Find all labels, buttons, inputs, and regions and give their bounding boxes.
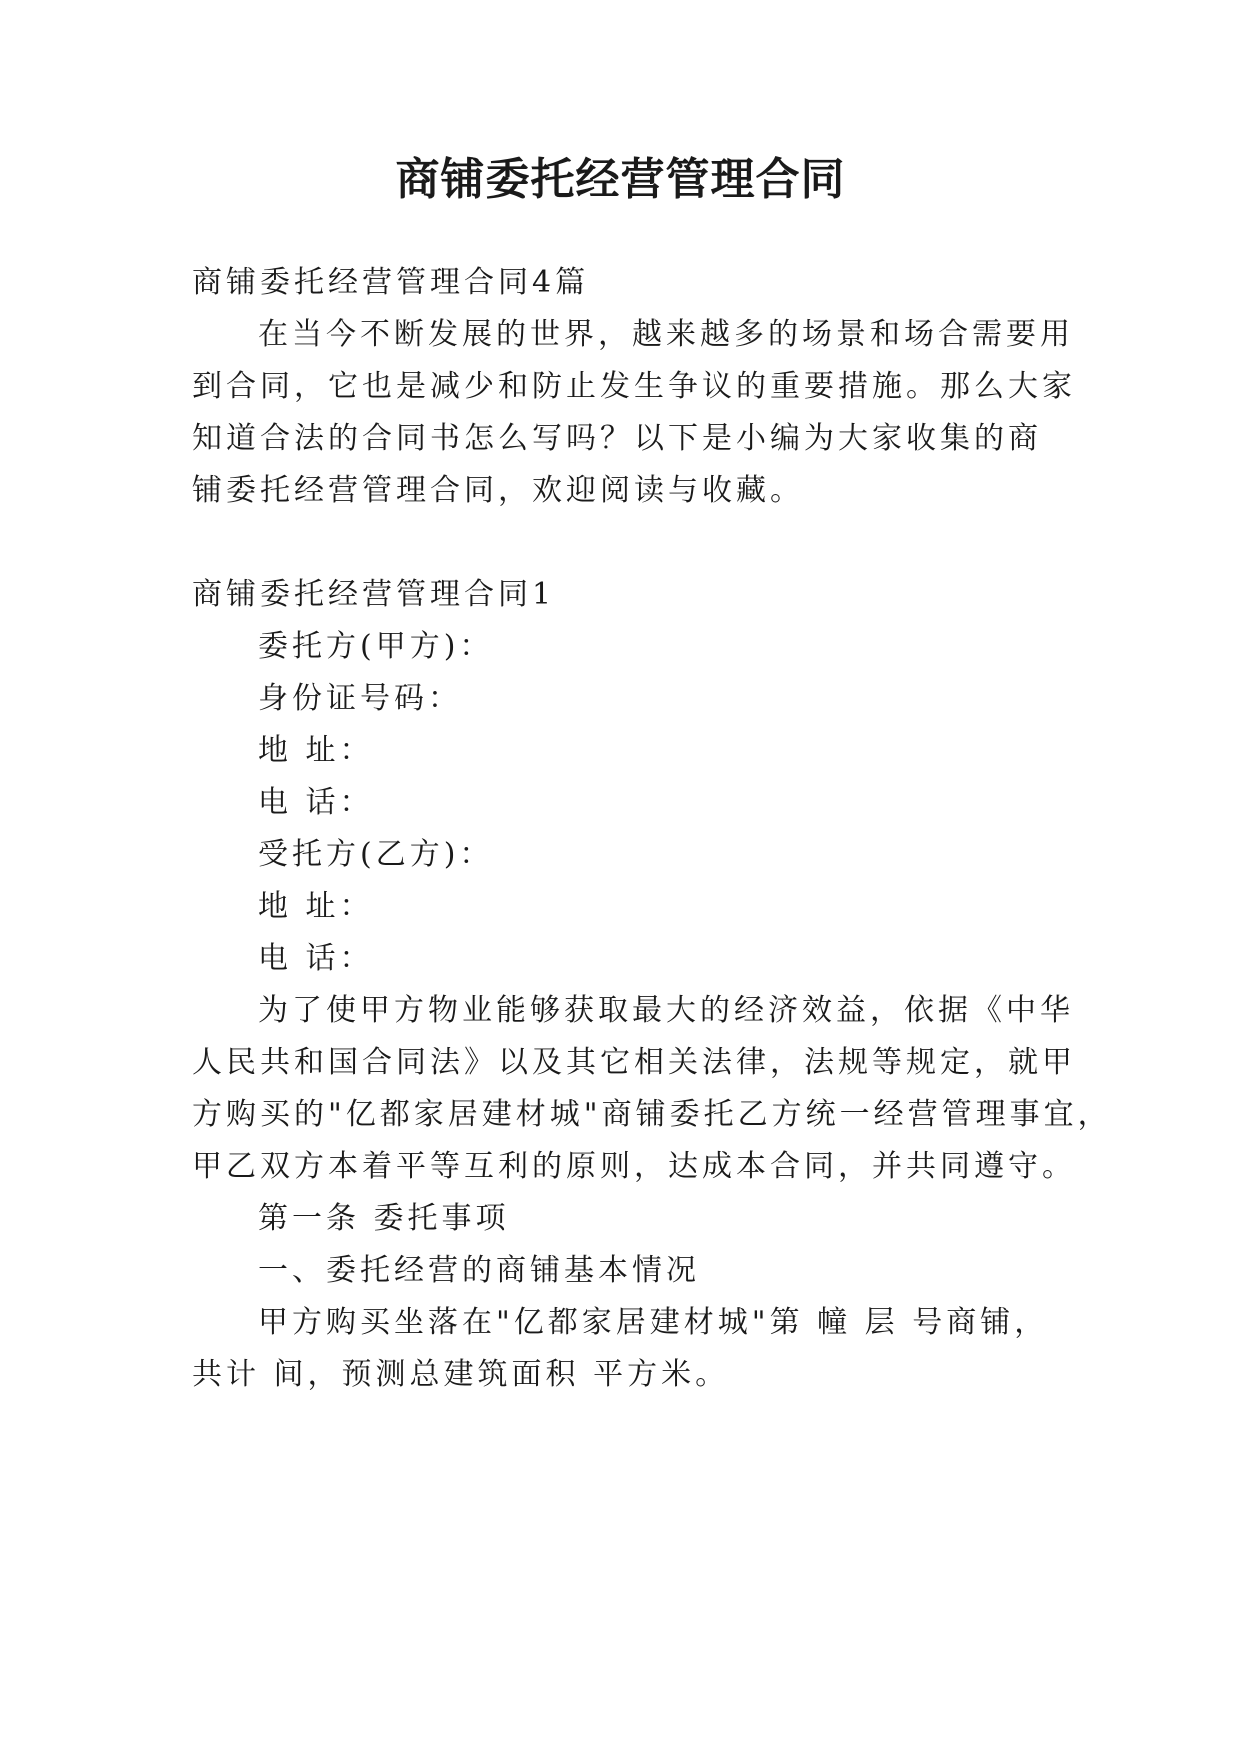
purpose-line-4: 甲乙双方本着平等互利的原则，达成本合同，并共同遵守。 bbox=[192, 1149, 1076, 1184]
party-b-address-label: 地 址： bbox=[258, 889, 374, 924]
article-one-heading: 第一条 委托事项 bbox=[258, 1201, 510, 1236]
party-b-phone-label: 电 话： bbox=[258, 941, 374, 976]
party-b-label: 受托方(乙方)： bbox=[258, 837, 494, 872]
purpose-line-3: 方购买的"亿都家居建材城"商铺委托乙方统一经营管理事宜， bbox=[192, 1097, 1112, 1132]
party-a-address-label: 地 址： bbox=[258, 733, 374, 768]
intro-line-1: 在当今不断发展的世界，越来越多的场景和场合需要用 bbox=[258, 317, 1074, 352]
shop-line-2: 共计 间，预测总建筑面积 平方米。 bbox=[192, 1357, 730, 1392]
purpose-line-2: 人民共和国合同法》以及其它相关法律，法规等规定，就甲 bbox=[192, 1045, 1076, 1080]
document-subtitle: 商铺委托经营管理合同4篇 bbox=[192, 265, 590, 300]
article-one-item: 一、委托经营的商铺基本情况 bbox=[258, 1253, 700, 1288]
party-a-phone-label: 电 话： bbox=[258, 785, 374, 820]
intro-line-3: 知道合法的合同书怎么写吗？以下是小编为大家收集的商 bbox=[192, 421, 1042, 456]
shop-line-1: 甲方购买坐落在"亿都家居建材城"第 幢 层 号商铺， bbox=[258, 1305, 1049, 1340]
intro-line-4: 铺委托经营管理合同，欢迎阅读与收藏。 bbox=[192, 473, 804, 508]
purpose-line-1: 为了使甲方物业能够获取最大的经济效益，依据《中华 bbox=[258, 993, 1074, 1028]
id-number-label: 身份证号码： bbox=[258, 681, 462, 716]
section-heading: 商铺委托经营管理合同1 bbox=[192, 577, 556, 612]
document-title: 商铺委托经营管理合同 bbox=[395, 154, 846, 205]
intro-line-2: 到合同，它也是减少和防止发生争议的重要措施。那么大家 bbox=[192, 369, 1076, 404]
party-a-label: 委托方(甲方)： bbox=[258, 629, 494, 664]
